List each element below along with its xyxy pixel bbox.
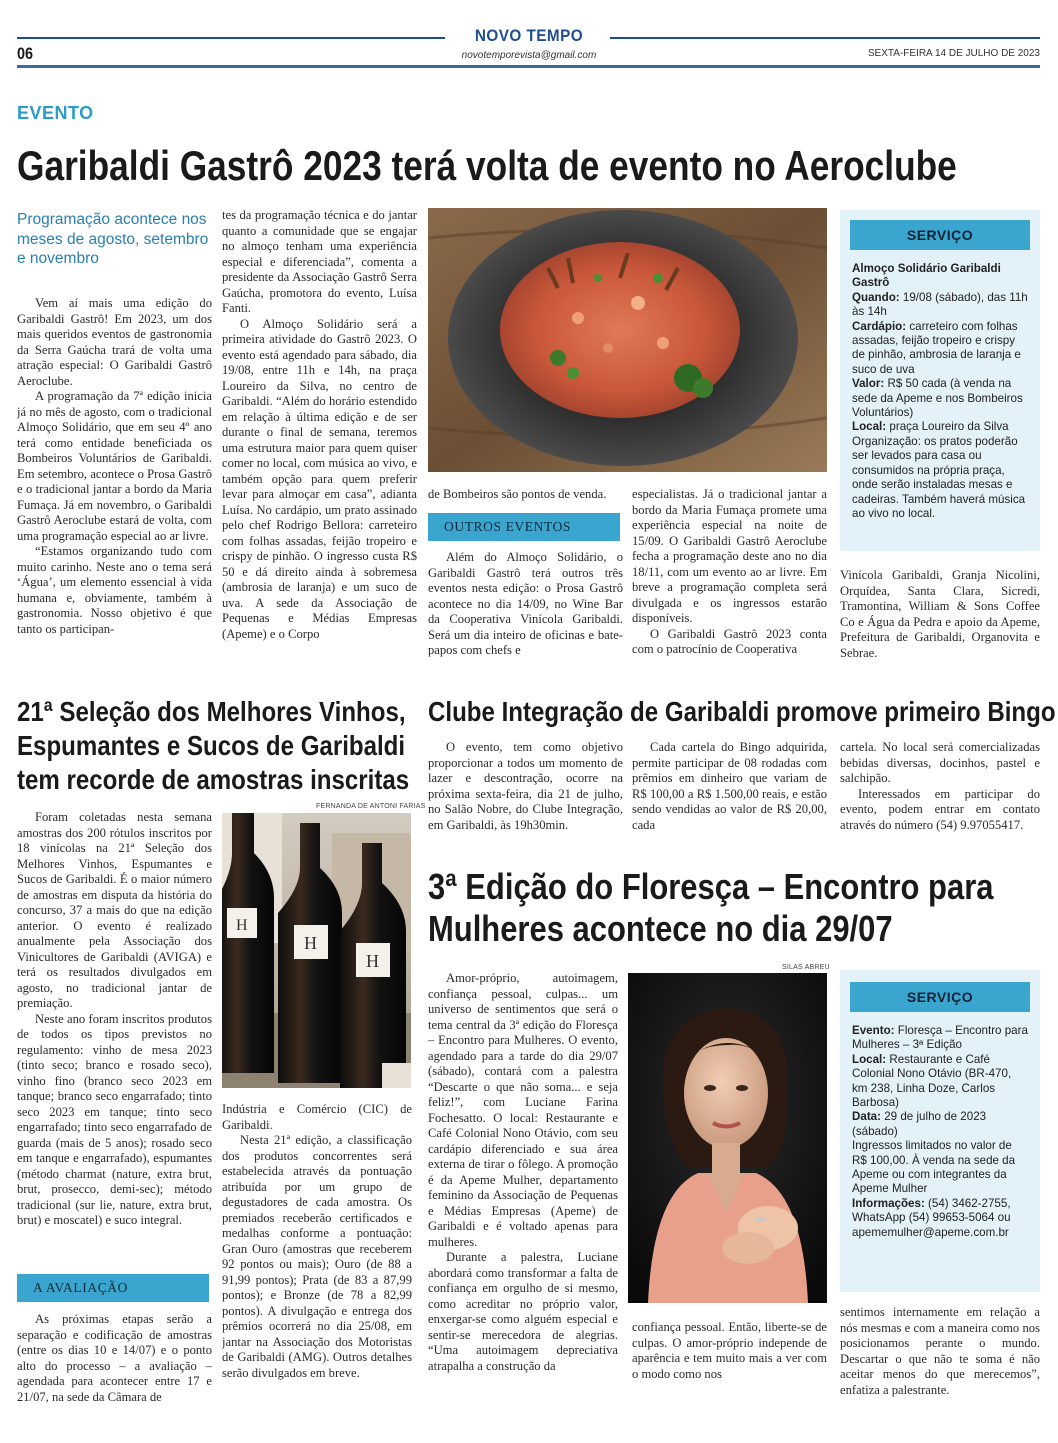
article3-paragraph: Interessados em participar do evento, podem entrar em contato através do número (54) 9.97055417. bbox=[840, 786, 1040, 832]
article1-column-4 bbox=[632, 487, 827, 668]
photo-credit-wine: FERNANDA DE ANTONI FARIAS bbox=[316, 803, 426, 810]
article4-column-2 bbox=[632, 1320, 827, 1415]
servico-cardapio: Cardápio: carreteiro com folhas assadas, feijão tropeiro e crispy de pinhão, ambrosia de laranja e suco de uva bbox=[852, 319, 1021, 376]
risotto-photo bbox=[428, 208, 827, 472]
portrait-photo bbox=[628, 973, 827, 1303]
article2-title-line: Espumantes e Sucos de Garibaldi bbox=[17, 730, 406, 761]
article2-column-1-bottom bbox=[17, 1312, 212, 1412]
article1-subtitle: Programação acontece nos meses de agosto, setembro e novembro bbox=[17, 211, 209, 267]
article1-paragraph: A programação da 7ª edição inicia já no mês de agosto, com o tradicional Almoço Solidário, que em seu 4º ano terá como entidade beneficiada os Bombeiros Voluntários de Garibaldi. Em setembro, acontece o Prosa Gastrô e o tradicional jantar a bordo da Maria Fumaça. Já em novembro, o Garibaldi Gastrô Aeroclube estará de volta, com uma programação especial ao ar livre. bbox=[17, 389, 212, 543]
article3-paragraph: O evento, tem como objetivo proporcionar a todos um momento de lazer e descontração, ocorre na próxima sexta-feira, dia 21 de julho, no Salão Nobre, do Clube Integração, em Garibaldi, às 19h30min. bbox=[428, 740, 623, 832]
article2-title bbox=[17, 695, 417, 797]
article4-title-line: 3ª Edição do Floresça – Encontro para bbox=[428, 866, 994, 907]
servico-local: Local: Restaurante e Café Colonial Nono Otávio (BR-470, km 238, Linha Doze, Carlos Barbosa) bbox=[852, 1052, 1012, 1110]
article1-paragraph: Vinícola Garibaldi, Granja Nicolini, Orquídea, Santa Clara, Sicredi, Tramontina, William & Sons Coffee Co e Água da Pedra e apoio da Apeme, Prefeitura de Garibaldi, Organovita e Sebrae. bbox=[840, 568, 1040, 660]
servico-title: SERVIÇO bbox=[850, 982, 1030, 1012]
article3-paragraph: cartela. No local será comercializadas bebidas diversas, docinhos, pastel e salchipão. bbox=[840, 740, 1040, 785]
article4-paragraph: Durante a palestra, Luciane abordará como transformar a falta de confiança em orgulho de si mesmo, como acreditar no próprio valor, enxergar-se como alguém especial e sentir-se merecedora de alegrias. “Uma autoimagem depreciativa atrapalha a construção da bbox=[428, 1250, 618, 1373]
article1-paragraph: especialistas. Já o tradicional jantar a bordo da Maria Fumaça promete uma experiência especial na noite de 15/09. O Garibaldi Gastrô Aeroclube fecha a programação deste ano no dia 18/11, com um evento ao ar livre. Em breve a programação completa será divulgada e os ingressos estarão disponíveis. bbox=[632, 487, 827, 625]
article4-paragraph: confiança pessoal. Então, liberte-se de culpas. O amor-próprio independe de aparência e tem muito mais a ver com o modo como nos bbox=[632, 1320, 827, 1381]
article2-paragraph: Neste ano foram inscritos produtos de todos os tipos previstos no regulamento: vinho de mesa 2023 (tinto seco; branco e rosado seco), vinho fino (branco seco 2023 em tanque; branco seco engarrafado; tinto seco 2023 em tanque; tinto seco engarrafado; tinto seco engarrafado de guarda (mais de 5 anos); rosado seco em tanque e engarrafado), espumantes (método charmat (nature, extra brut, brut, prosecco, demi-sec); método tradicional (sur lie, nature, extra brut, brut) e moscatel) e suco integral. bbox=[17, 1011, 212, 1227]
outros-eventos-heading: OUTROS EVENTOS bbox=[428, 513, 620, 541]
article2-paragraph: Foram coletadas nesta semana amostras dos 200 rótulos inscritos por 18 vinícolas na 21ª Seleção dos Melhores Vinhos, Espumantes e Sucos de Garibaldi. É o maior número de amostras em disputa da história do concurso, 37 a mais do que na edição anterior. O evento é realizado anualmente pela Associação dos Vinicultores de Garibaldi (AVIGA) e terá os resultados divulgados em agosto, no tradicional jantar de premiação. bbox=[17, 810, 212, 1010]
article1-paragraph: “Estamos organizando tudo com muito carinho. Neste ano o tema será ‘Água’, um elemento essencial à vida humana e, obviamente, também à gastronomia. Nosso objetivo é que tanto os participan- bbox=[17, 544, 212, 636]
avaliacao-heading: A AVALIAÇÃO bbox=[17, 1274, 209, 1302]
header-date: SEXTA-FEIRA 14 DE JULHO DE 2023 bbox=[867, 48, 1040, 59]
servico-valor: Valor: R$ 50 cada (à venda na sede da Apeme e nos Bombeiros Voluntários) bbox=[852, 377, 1023, 420]
wine-bottles-image bbox=[222, 813, 411, 1088]
servico-ingressos: Ingressos limitados no valor de R$ 100,00. À venda na sede da Apeme ou com integrantes da Apeme Mulher bbox=[852, 1139, 1016, 1196]
servico-evento: Evento: Floresça – Encontro para Mulheres – 3ª Edição bbox=[852, 1024, 1028, 1052]
servico-info: Informações: (54) 3462-2755, WhatsApp (54) 99653-5064 ou apememulher@apeme.com.br bbox=[852, 1196, 1011, 1239]
svg-text:H: H bbox=[304, 933, 317, 953]
header-email[interactable]: novotemporevista@gmail.com bbox=[461, 50, 597, 61]
article4-title bbox=[428, 866, 1040, 950]
article1-paragraph: O Almoço Solidário será a primeira atividade do Gastrô 2023. O evento está agendado para sábado, dia 19/08, entre 11h e 14h, na praça Loureiro da Silva, no centro de Garibaldi. “Além do horário estendido em relação à última edição e de ser durante o final de semana, teremos uma estrutura maior para quem quiser comer no local, com música ao vivo, e também opção para quem preferir levar para almoçar em casa”, adianta Luísa. No cardápio, um prato assinado pelo chef Rodrigo Bellora: carreteiro com folhas assadas, feijão tropeiro e crispy de pinhão. O ingresso custa R$ 50 e dá direito ainda à sobremesa (ambrosia de laranja) e um suco de uva. A sede da Associação de Pequenas e Médias Empresas (Apeme) e o Corpo bbox=[222, 316, 417, 641]
article1-paragraph: Além do Almoço Solidário, o Garibaldi Gastrô terá outros três eventos nesta edição: o Prosa Gastrô acontece no dia 14/09, no Wine Bar da Cooperativa Vinícola Garibaldi. Será um dia inteiro de oficinas e bate-papos com chefs e bbox=[428, 550, 623, 657]
article1-column-3 bbox=[428, 550, 623, 668]
article1-column-3-top bbox=[428, 487, 623, 505]
article1-title: Garibaldi Gastrô 2023 terá volta de evento no Aeroclube bbox=[17, 142, 957, 189]
article2-column-2 bbox=[222, 1102, 412, 1414]
photo-credit-portrait: SILAS ABREU bbox=[782, 964, 830, 971]
servico-event-name: Almoço Solidário Garibaldi Gastrô bbox=[852, 262, 1001, 290]
servico-box-floresca bbox=[840, 970, 1040, 1292]
article1-column-5 bbox=[840, 568, 1040, 668]
article2-title-line: 21ª Seleção dos Melhores Vinhos, bbox=[17, 696, 406, 727]
article1-column-1 bbox=[17, 296, 212, 668]
servico-organizacao: Organização: os pratos poderão ser levados para casa ou consumidos na própria praça, onde serão instaladas mesas e cadeiras. Também haverá música ao vivo no local. bbox=[852, 434, 1026, 520]
header-rule-left bbox=[17, 37, 445, 39]
article2-title-line: tem recorde de amostras inscritas bbox=[17, 764, 410, 795]
article3-column-1 bbox=[428, 740, 623, 840]
servico-title: SERVIÇO bbox=[850, 220, 1030, 250]
header-rule-right bbox=[610, 37, 1040, 39]
article1-paragraph: O Garibaldi Gastrô 2023 conta com o patrocínio de Cooperativa bbox=[632, 626, 827, 656]
article4-paragraph: sentimos internamente em relação a nós mesmas e com a maneira como nos posicionamos perante o mundo. Descartar o que não te soma é não aceitar menos do que merecemos”, enfatiza a palestrante. bbox=[840, 1305, 1040, 1397]
servico-quando: Quando: 19/08 (sábado), das 11h às 14h bbox=[852, 290, 1028, 319]
page-header bbox=[0, 0, 1058, 72]
article3-title: Clube Integração de Garibaldi promove primeiro Bingo bbox=[428, 696, 1056, 727]
servico-local: Local: praça Loureiro da Silva bbox=[852, 420, 1009, 434]
article2-column-1 bbox=[17, 810, 212, 1265]
masthead: NOVO TEMPO bbox=[474, 26, 584, 45]
article1-paragraph: de Bombeiros são pontos de venda. bbox=[428, 487, 607, 501]
article1-paragraph: tes da programação técnica e do jantar quanto a comunidade que se engajar no almoço tenham uma experiência especial e diferenciada”, comenta a presidente da Associação Gastrô Serra Gaúcha, promotora do evento, Luísa Fanti. bbox=[222, 208, 417, 315]
article4-title-line: Mulheres acontece no dia 29/07 bbox=[428, 908, 893, 949]
section-label: EVENTO bbox=[17, 103, 94, 123]
article3-paragraph: Cada cartela do Bingo adquirida, permite participar de 08 rodadas com prêmios em dinheiro que variam de R$ 100,00 a R$ 1.500,00 reais, e estão sendo vendidas ao valor de R$ 20,00, cada bbox=[632, 740, 827, 832]
servico-data: Data: 29 de julho de 2023 (sábado) bbox=[852, 1110, 987, 1138]
svg-text:H: H bbox=[366, 951, 379, 971]
article4-column-1 bbox=[428, 971, 618, 1414]
risotto-image bbox=[428, 208, 827, 472]
article1-column-2 bbox=[222, 208, 417, 668]
wine-bottles-photo bbox=[222, 813, 411, 1088]
article3-column-2 bbox=[632, 740, 827, 840]
article3-column-3 bbox=[840, 740, 1040, 840]
svg-text:H: H bbox=[236, 917, 248, 934]
article2-paragraph: As próximas etapas serão a separação e codificação de amostras (entre os dias 10 e 14/07) e o ponto alto do processo – a avaliação – agendada para acontecer entre 17 e 21/07, na sede da Câmara de bbox=[17, 1312, 212, 1404]
page-number: 06 bbox=[17, 44, 34, 63]
portrait-image bbox=[628, 973, 827, 1303]
article2-paragraph: Nesta 21ª edição, a classificação dos produtos concorrentes será estabelecida através da pontuação atribuída por um grupo de degustadores de cada amostra. Os premiados receberão certificados e medalhas conforme a pontuação: Gran Ouro (amostras que receberem 92 pontos ou mais); Ouro (de 88 a 91,99 pontos); Prata (de 83 a 87,99 pontos); e Bronze (de 78 a 82,99 pontos). A divulgação e entrega dos prêmios ocorrerá no dia 25/08, em jantar na Associação dos Motoristas de Garibaldi (AMG). Outros detalhes serão divulgados em breve. bbox=[222, 1133, 412, 1380]
article2-paragraph: Indústria e Comércio (CIC) de Garibaldi. bbox=[222, 1102, 412, 1132]
article4-column-3 bbox=[840, 1305, 1040, 1415]
article1-paragraph: Vem aí mais uma edição do Garibaldi Gastrô! Em 2023, um dos mais queridos eventos de gastronomia da Serra Gaúcha trará de volta uma atração especial: O Garibaldi Gastrô Aeroclube. bbox=[17, 296, 212, 388]
header-bottom-rule bbox=[17, 65, 1040, 68]
servico-box-gastro bbox=[840, 210, 1040, 551]
article4-paragraph: Amor-próprio, autoimagem, confiança pessoal, culpas... um universo de sentimentos que será o tema central da 3ª edição do Floresça – Encontro para Mulheres. O evento, agendado para a tarde do dia 29/07 (sábado), contará com a palestra “Descarte o que não soma... e seja feliz!”, com Luciane Farina Fochesatto. O local: Restaurante e Café Colonial Nono Otávio, com seu cardápio diferenciado e sua área externa de tirar o fôlego. A promoção é da Apeme Mulher, departamento feminino da Associação de Pequenas e Médias Empresas (Apeme) de Garibaldi e é voltado apenas para mulheres. bbox=[428, 971, 618, 1249]
